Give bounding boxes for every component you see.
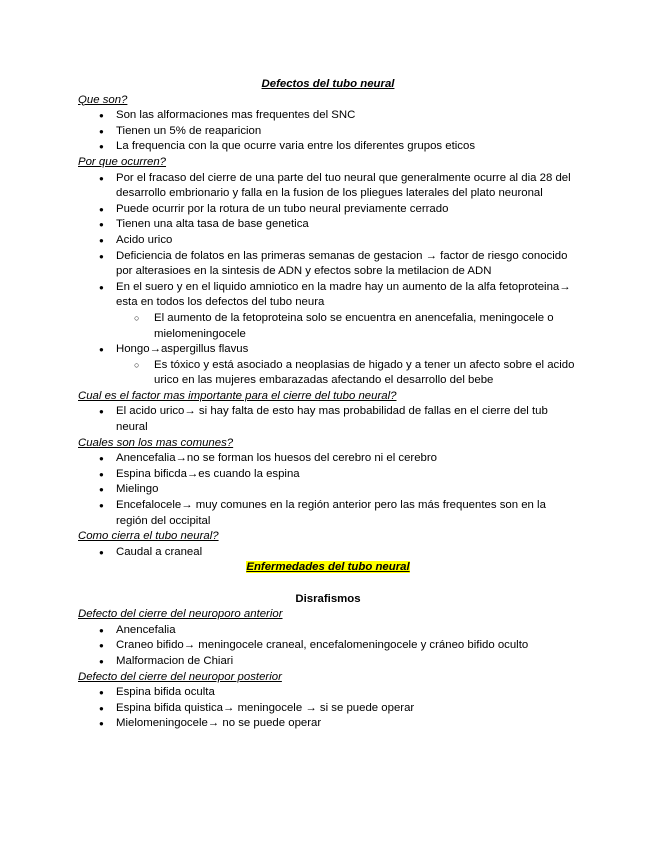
list-item: ● Por el fracaso del cierre de una parte del tuo neural que generalmente ocurre al dia 28 del desarrollo embrionario y falla en la fusion de los pliegues laterales del plato neuronal xyxy=(78,171,578,202)
list-item: ● Mielingo xyxy=(78,482,578,498)
blank-line xyxy=(78,576,578,592)
question-heading: Cual es el factor mas importante para el cierre del tubo neural? xyxy=(78,389,397,402)
question-heading: Que son? xyxy=(78,93,128,106)
list-item: ● Puede ocurrir por la rotura de un tubo neural previamente cerrado xyxy=(78,202,578,218)
question-heading: Defecto del cierre del neuropor posterior xyxy=(78,670,282,683)
list-item: ● Deficiencia de folatos en las primeras semanas de gestacion → factor de riesgo conocido por alterasioes en la sintesis de ADN y efectos sobre la metilacion de ADN xyxy=(78,249,578,280)
list-item: ● Encefalocele→ muy comunes en la región anterior pero las más frequentes son en la región del occipital xyxy=(78,498,578,529)
bullet-list xyxy=(78,171,578,389)
sub-list-item: ○ El aumento de la fetoproteina solo se encuentra en anencefalia, meningocele o mielomeningocele xyxy=(78,311,578,342)
bullet-list xyxy=(78,451,578,529)
sub-list xyxy=(116,358,578,389)
list-item: ● La frequencia con la que ocurre varia entre los diferentes grupos eticos xyxy=(78,139,578,155)
question-heading: Cuales son los mas comunes? xyxy=(78,436,234,449)
document-title: Defectos del tubo neural xyxy=(261,78,395,90)
list-item: ● Malformacion de Chiari xyxy=(78,654,578,670)
list-item: ● El acido urico→ si hay falta de esto hay mas probabilidad de fallas en el cierre del tub neural xyxy=(78,404,578,435)
list-item xyxy=(78,280,578,342)
list-item: ● Anencefalia→no se forman los huesos del cerebro ni el cerebro xyxy=(78,451,578,467)
subsection-title: Disrafismos xyxy=(295,592,361,605)
list-item: ● Espina bifida oculta xyxy=(78,685,578,701)
list-item: ● Tienen un 5% de reaparicion xyxy=(78,124,578,140)
list-item-text: Hongo→aspergillus flavus xyxy=(116,343,249,356)
list-item: ● Anencefalia xyxy=(78,623,578,639)
list-item xyxy=(78,342,578,389)
bullet-list xyxy=(78,623,578,670)
bullet-list xyxy=(78,108,578,155)
list-item: ● Son las alformaciones mas frequentes del SNC xyxy=(78,108,578,124)
list-item: ● Tienen una alta tasa de base genetica xyxy=(78,217,578,233)
list-item: ● Acido urico xyxy=(78,233,578,249)
document-page xyxy=(78,77,578,732)
bullet-list xyxy=(78,545,578,561)
bullet-list xyxy=(78,404,578,435)
sub-list xyxy=(116,311,578,342)
list-item: ● Mielomeningocele→ no se puede operar xyxy=(78,716,578,732)
section-title xyxy=(78,560,578,576)
list-item: ● Espina bifida quistica→ meningocele → si se puede operar xyxy=(78,701,578,717)
question-heading: Como cierra el tubo neural? xyxy=(78,530,219,543)
list-item: ● Espina bificda→es cuando la espina xyxy=(78,467,578,483)
list-item: ● Craneo bifido→ meningocele craneal, encefalomeningocele y cráneo bifido oculto xyxy=(78,638,578,654)
question-heading: Por que ocurren? xyxy=(78,155,167,168)
list-item-text: En el suero y en el liquido amniotico en la madre hay un aumento de la alfa fetoproteina→ esta en todos los defectos del tubo neura xyxy=(116,280,571,309)
question-heading: Defecto del cierre del neuroporo anterior xyxy=(78,608,283,621)
section-title-text: Enfermedades del tubo neural xyxy=(246,561,410,574)
list-item: ● Caudal a craneal xyxy=(78,545,578,561)
sub-list-item: ○ Es tóxico y está asociado a neoplasias de higado y a tener un afecto sobre el acido urico en las mujeres embarazadas afectando el desarrollo del bebe xyxy=(78,358,578,389)
bullet-list xyxy=(78,685,578,732)
